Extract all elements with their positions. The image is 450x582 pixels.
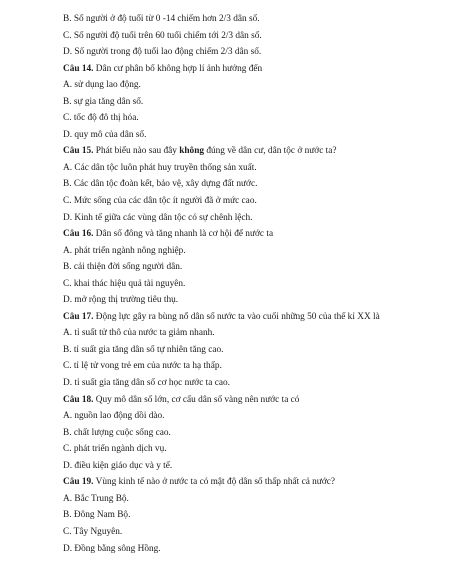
question-emphasis: không xyxy=(179,146,205,157)
question-heading xyxy=(63,143,438,160)
question-text: Dân cư phân bố không hợp lí ảnh hưởng đến xyxy=(93,63,263,74)
answer-option: A. Các dân tộc luôn phát huy truyền thống sản xuất. xyxy=(63,162,257,173)
question-heading xyxy=(63,61,438,78)
question-text: Dân số đông và tăng nhanh là cơ hội để nước ta xyxy=(93,229,274,240)
question-number: Câu 14. xyxy=(63,63,94,74)
answer-option: A. phát triển ngành nông nghiệp. xyxy=(63,245,186,256)
answer-option: C. phát triển ngành dịch vụ. xyxy=(63,444,167,455)
answer-option: B. Đông Nam Bộ. xyxy=(63,510,131,521)
question-number: Câu 19. xyxy=(63,477,94,488)
question-heading xyxy=(63,474,438,491)
answer-option: D. Đồng bằng sông Hồng. xyxy=(63,543,161,554)
answer-option: A. Bắc Trung Bộ. xyxy=(63,493,129,504)
answer-option: D. tỉ suất gia tăng dân số cơ học nước ta cao. xyxy=(63,378,230,389)
answer-option: B. chất lượng cuộc sống cao. xyxy=(63,427,171,438)
answer-option: D. Số người trong độ tuổi lao động chiếm 2/3 dân số. xyxy=(63,47,262,58)
document-page xyxy=(63,11,438,557)
answer-option: C. khai thác hiệu quả tài nguyên. xyxy=(63,278,186,289)
answer-option: C. tỉ lệ tử vong trẻ em của nước ta hạ thấp. xyxy=(63,361,222,372)
answer-option: A. tỉ suất tử thô của nước ta giảm nhanh. xyxy=(63,328,215,339)
question-text: Phát biểu nào sau đây xyxy=(93,146,180,157)
answer-option: B. tỉ suất gia tăng dân số tự nhiên tăng cao. xyxy=(63,344,224,355)
answer-option: C. Tây Nguyên. xyxy=(63,526,123,537)
question-number: Câu 17. xyxy=(63,311,94,322)
answer-option: A. nguồn lao động dồi dào. xyxy=(63,411,165,422)
answer-option: B. cải thiện đời sống người dân. xyxy=(63,262,183,273)
answer-option: C. Số người độ tuổi trên 60 tuổi chiếm tới 2/3 dân số. xyxy=(63,30,262,41)
answer-option: B. Số người ở độ tuổi từ 0 -14 chiếm hơn 2/3 dân số. xyxy=(63,14,260,24)
question-heading xyxy=(63,226,438,243)
answer-option: D. quy mô của dân số. xyxy=(63,129,147,140)
answer-option: A. sử dụng lao động. xyxy=(63,80,141,91)
question-number: Câu 16. xyxy=(63,229,94,240)
question-text-end: đúng về dân cư, dân tộc ở nước ta? xyxy=(204,146,337,157)
answer-option: B. Các dân tộc đoàn kết, bảo vệ, xây dựng đất nước. xyxy=(63,179,258,190)
answer-option: D. mở rộng thị trường tiêu thụ. xyxy=(63,295,179,306)
question-number: Câu 18. xyxy=(63,394,94,405)
answer-option: B. sự gia tăng dân số. xyxy=(63,96,144,107)
answer-option: C. tốc độ đô thị hóa. xyxy=(63,113,139,124)
answer-option: D. Kinh tế giữa các vùng dân tộc có sự chênh lệch. xyxy=(63,212,253,223)
answer-option: C. Mức sống của các dân tộc ít người đã ở mức cao. xyxy=(63,196,257,207)
question-text: Vùng kinh tế nào ở nước ta có mật độ dân số thấp nhất cả nước? xyxy=(93,477,336,488)
question-number: Câu 15. xyxy=(63,146,94,157)
question-heading xyxy=(63,309,438,326)
question-heading xyxy=(63,392,438,409)
answer-option: D. điều kiện giáo dục và y tế. xyxy=(63,460,173,471)
question-text: Động lực gây ra bùng nổ dân số nước ta vào cuối những 50 của thế kỉ XX là xyxy=(93,311,380,322)
question-text: Quy mô dân số lớn, cơ cấu dân số vàng nên nước ta có xyxy=(93,394,300,405)
